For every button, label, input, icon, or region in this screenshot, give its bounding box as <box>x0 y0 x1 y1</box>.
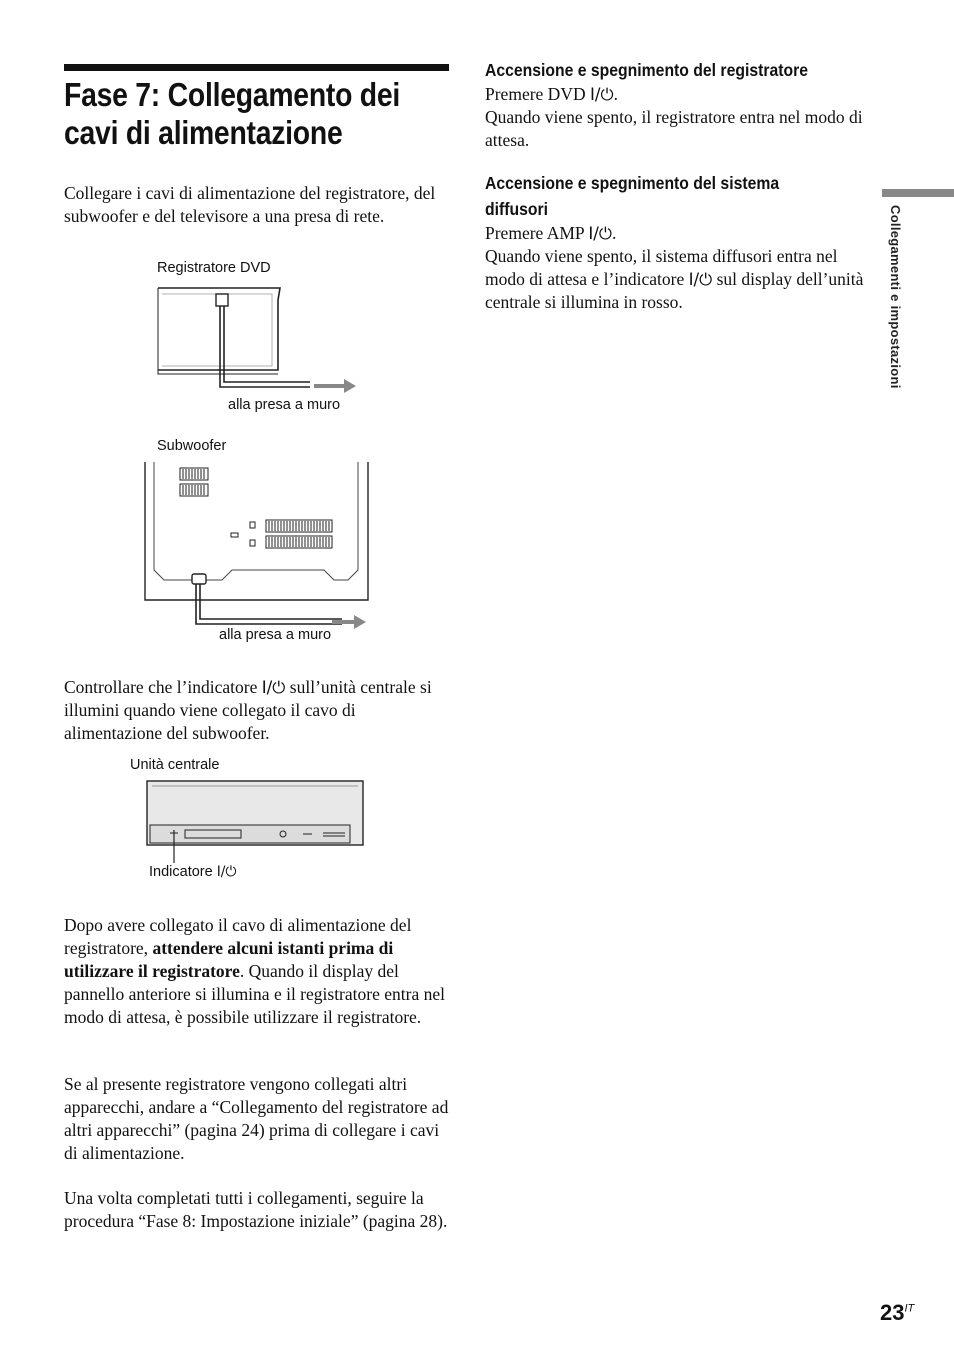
subwoofer-wall-label: alla presa a muro <box>219 627 332 643</box>
power-icon: I/⏻ <box>216 864 237 880</box>
intro-paragraph: Collegare i cavi di alimentazione del registratore, del subwoofer e del televisore a una presa di rete. <box>64 183 436 226</box>
power-icon: I/⏻ <box>588 224 613 243</box>
speaker-power-paragraph: Premere AMP I/⏻. Quando viene spento, il sistema diffusori entra nel modo di attesa e l’indicatore I/⏻ sul display dell’unità centrale si illumina in rosso. <box>485 223 864 312</box>
title-rule <box>64 64 449 71</box>
recorder-wall-label: alla presa a muro <box>228 397 341 413</box>
power-icon: I/⏻ <box>261 678 286 697</box>
check-indicator-paragraph: Controllare che l’indicatore I/⏻ sull’unità centrale si illumini quando viene collegato il cavo di alimentazione del subwoofer. <box>64 677 432 743</box>
subwoofer-diagram <box>142 462 374 634</box>
center-unit-label: Unità centrale <box>130 757 220 773</box>
page-title: Fase 7: Collegamento dei cavi di alimentazione <box>64 76 401 151</box>
heading-speaker-power: Accensione e spegnimento del sistema diffusori <box>485 173 780 219</box>
recorder-power-paragraph: Premere DVD I/⏻. Quando viene spento, il registratore entra nel modo di attesa. <box>485 84 863 150</box>
other-devices-paragraph: Se al presente registratore vengono collegati altri apparecchi, andare a “Collegamento del registratore ad altri apparecchi” (pagina 24) prima di collegare i cavi di alimentazione. <box>64 1074 449 1163</box>
side-tab-bar <box>882 189 954 197</box>
after-connect-paragraph: Dopo avere collegato il cavo di alimentazione del registratore, attendere alcuni istanti prima di utilizzare il registratore. Quando il display del pannello anteriore si illumina e il registratore entra nel modo di attesa, è possibile utilizzare il registratore. <box>64 915 445 1027</box>
power-icon: I/⏻ <box>688 270 713 289</box>
next-step-paragraph: Una volta completati tutti i collegamenti, seguire la procedura “Fase 8: Impostazione iniziale” (pagina 28). <box>64 1188 448 1231</box>
subwoofer-label: Subwoofer <box>157 438 227 454</box>
side-tab-label: Collegamenti e impostazioni <box>888 205 903 389</box>
indicator-label: Indicatore I/⏻ <box>149 864 237 880</box>
power-icon: I/⏻ <box>589 85 614 104</box>
recorder-label: Registratore DVD <box>157 260 271 276</box>
heading-recorder-power: Accensione e spegnimento del registratore <box>485 60 808 80</box>
center-unit-diagram <box>140 778 370 864</box>
page-number: $23^{IT}$ <box>880 1300 915 1325</box>
recorder-diagram <box>150 282 370 397</box>
